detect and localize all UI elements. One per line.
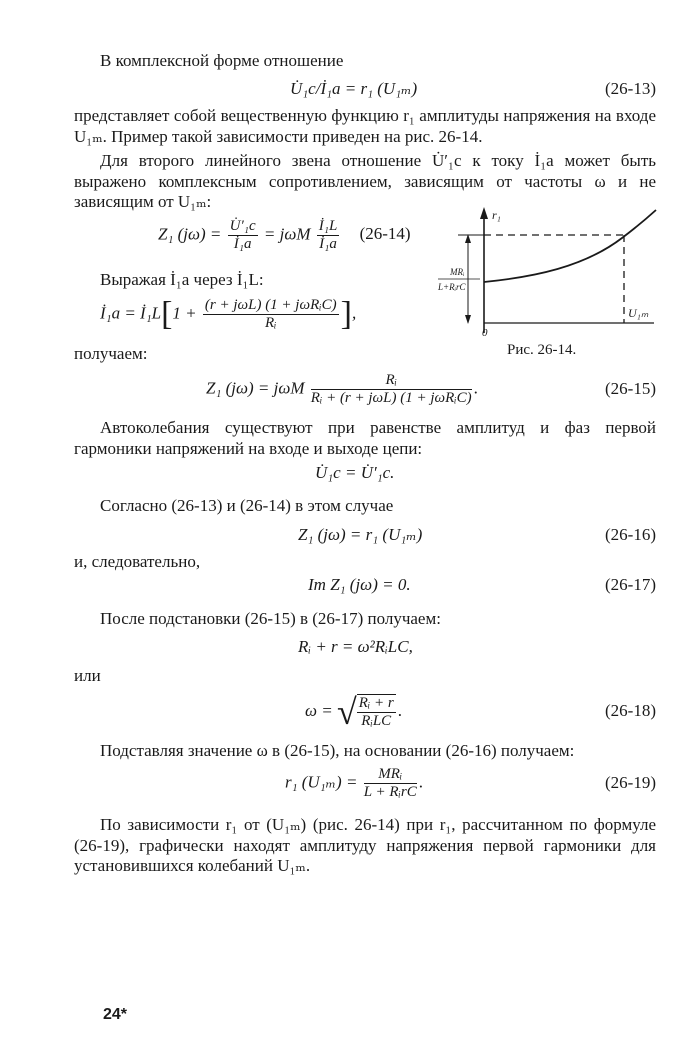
- paragraph-intro: В комплексной форме отношение: [100, 51, 344, 70]
- paragraph-consequently: и, следовательно,: [74, 552, 201, 571]
- eq14-mid: = jωM: [263, 224, 311, 244]
- bracket-open: [: [161, 295, 173, 333]
- paragraph-express-current: Выражая İ₁a через İ₁L:: [100, 270, 264, 289]
- equation-Ia: [100, 297, 356, 332]
- paragraph-or: или: [74, 666, 101, 685]
- equation-26-13: U̇₁c/İ₁a = r₁ (U₁ₘ): [290, 79, 418, 98]
- eq18-frac-bot: RᵢLC: [361, 713, 392, 729]
- equation-Ri: Rᵢ + r = ω²RᵢLC,: [298, 637, 413, 656]
- eq19-frac-top: MRᵢ: [364, 766, 417, 784]
- eqIa-one-plus: 1 +: [172, 303, 197, 323]
- eqIa-lhs: İ₁a = İ₁L: [100, 303, 162, 323]
- eq14-frac2-top: İ₁L: [318, 218, 338, 234]
- equation-26-16: Z₁ (jω) = r₁ (U₁ₘ): [298, 525, 423, 544]
- eq14-frac1-bot: İ₁a: [233, 236, 252, 252]
- eq14-frac1-top: U̇′₁c: [229, 218, 256, 234]
- paragraph-second-link: Для второго линейного звена отношение U̇′₁c к току İ₁a может быть выражено комплексным сопротивлением, зависящим от частоты ω и не зависящим от U₁ₘ:: [74, 151, 656, 211]
- eq15-lhs: Z₁ (jω) = jωM: [206, 378, 305, 398]
- eqIa-frac: [203, 297, 339, 332]
- figure-r1-vs-U1m: [424, 205, 664, 340]
- equation-26-19: r₁ (U₁ₘ) = $\frac{\text{MRᵢ}}{\text{L + RᵢrC}}$ .: [285, 766, 424, 800]
- y-axis-arrow: [480, 207, 488, 219]
- eq19-frac-bot: L + RᵢrC: [363, 784, 417, 800]
- eq15-frac: [311, 372, 472, 407]
- sqrt-icon: √: [336, 692, 357, 732]
- eq14-frac2-bot: İ₁a: [319, 236, 337, 252]
- equation-number: (26-15): [605, 379, 656, 398]
- eq15-frac-bot: Rᵢ + (r + jωL) (1 + jωRᵢC): [310, 390, 472, 406]
- equation-26-17: Im Z₁ (jω) = 0.: [308, 575, 411, 594]
- level-label-bottom: L+RᵢrC: [438, 282, 466, 292]
- eq14-lhs: Z₁ (jω) =: [158, 224, 222, 244]
- r1-curve: [484, 210, 656, 282]
- paragraph-according: Согласно (26-13) и (26-14) в этом случае: [100, 496, 394, 515]
- paragraph-we-get: получаем:: [74, 344, 148, 363]
- equation-number: (26-16): [605, 525, 656, 544]
- bracket-close: ]: [340, 295, 352, 333]
- paragraph-real-function: представляет собой вещественную функцию r₁ амплитуды напряжения на входе U₁ₘ. Пример такой зависимости приведен на рис. 26-14.: [74, 106, 656, 146]
- eqIa-comma: ,: [351, 303, 357, 323]
- y-axis-label: r₁: [492, 208, 501, 222]
- equation-26-14: [158, 218, 411, 253]
- paragraph-substituting-omega: Подставляя значение ω в (26-15), на основании (26-16) получаем:: [100, 741, 575, 760]
- equation-number: (26-14): [359, 224, 411, 244]
- equation-number: (26-13): [605, 79, 656, 98]
- origin-label: 0: [482, 327, 488, 339]
- level-label-top: MRᵢ: [450, 267, 465, 277]
- eqIa-frac-top: (r + jωL) (1 + jωRᵢC): [204, 297, 337, 313]
- equation-number: (26-18): [605, 701, 656, 720]
- paragraph-conclusion: По зависимости r₁ от (U₁ₘ) (рис. 26-14) при r₁, рассчитанном по формуле (26-19), графически находят амплитуду напряжения первой гармоники для установившихся колебаний U₁ₘ.: [74, 815, 656, 875]
- paragraph-self-oscillation: Автоколебания существуют при равенстве амплитуд и фаз первой гармоники напряжений на входе и выходе цепи:: [74, 418, 656, 458]
- x-axis-label: U₁ₘ: [628, 306, 649, 320]
- eq14-frac2: [317, 218, 340, 253]
- eqIa-frac-bot: Rᵢ: [264, 315, 277, 331]
- eq19-lhs: r₁ (U₁ₘ) =: [285, 772, 358, 792]
- equation-number: (26-17): [605, 575, 656, 594]
- eq18-frac-top: Rᵢ + r: [358, 695, 394, 711]
- eq14-frac1: [228, 218, 258, 253]
- equation-voltage-equality: U̇₁c = U̇′₁c.: [315, 463, 395, 482]
- eq18-lhs: ω =: [305, 700, 333, 720]
- page-number: 24*: [103, 1006, 128, 1023]
- paragraph-after-substitution: После подстановки (26-15) в (26-17) получаем:: [100, 609, 441, 628]
- eq19-frac: [364, 766, 417, 801]
- equation-26-18: ω = √ $\frac{\text{Rᵢ + r}}{\text{RᵢLC}}$ .: [305, 692, 402, 732]
- eq18-frac: [357, 694, 396, 730]
- eq15-frac-top: Rᵢ: [311, 372, 472, 390]
- figure-caption: Рис. 26-14.: [507, 342, 577, 358]
- equation-number: (26-19): [605, 773, 656, 792]
- equation-26-15: Z₁ (jω) = jωM $\frac{\text{Rᵢ}}{\text{Rᵢ + (r + jωL) (1 + jωRᵢC)}}$ .: [206, 372, 478, 406]
- dimension-arrow-down: [465, 315, 471, 324]
